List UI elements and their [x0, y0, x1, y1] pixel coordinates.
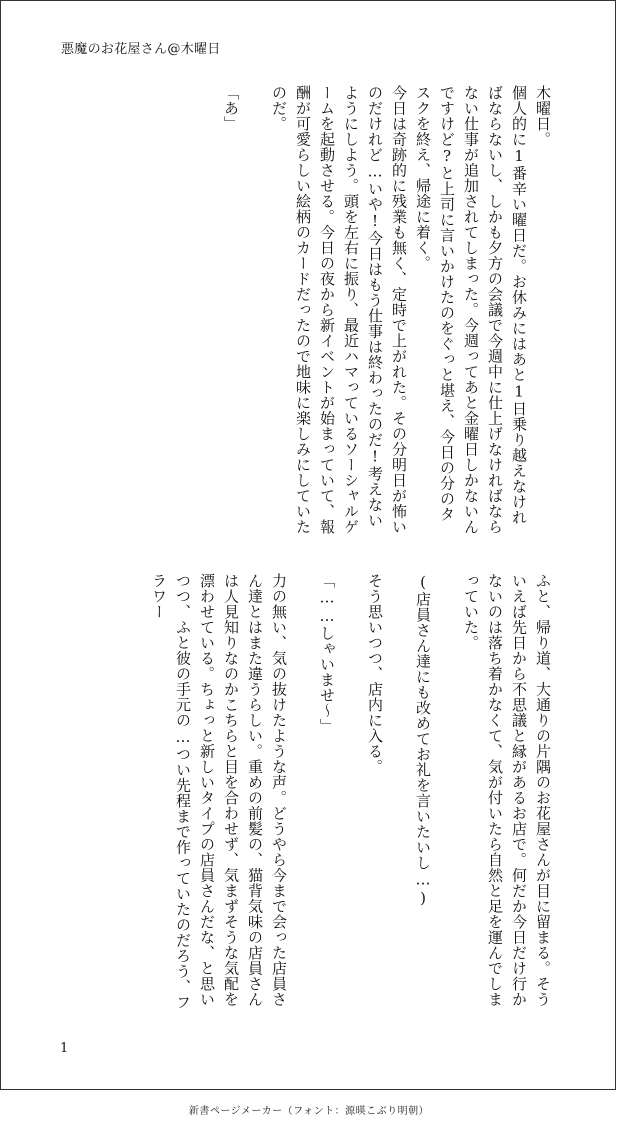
lower-text-block: ふと、帰り道、大通りの片隅のお花屋さんが目に留まる。そういえば先日から不思議と縁があるお店で。何だか今日だけ行かないのは落ち着かなくて、気が付いたら自然と足を運んでしまっていた。 (店員さん達にも改めてお礼を言いたいし…) そう思いつつ、店内に入る。 「……しゃいませ〜」 力の無い、気の抜けたような声。どうやら今まで会った店員さん達とはまた違うらしい。重めの前髪の、猫背気味の店員さんは人見知りなのかこちらと目を合わせず、気まずそうな気配を漂わせている。ちょっと新しいタイプの店員さんだな、と思いつつ、ふと彼の手元の…つい先程まで作っていたのだろう、フラワー [150, 573, 552, 1010]
page-number: 1 [60, 1041, 69, 1056]
footer-credit: 新書ページメーカー（フォント：源暎こぶり明朝） [188, 1106, 430, 1117]
upper-text-block: 木曜日。 個人的に1番辛い曜日だ。お休みにはあと1日乗り越えなければならないし、しかも夕方の会議で今週中に仕上げなければならない仕事が追加されてしまった。今週ってあと金曜日しかないんですけど?と上司に言いかけたのをぐっと堪え、今日の分のタスクを終え、帰途に着く。 今日は奇跡的に残業も無く、定時で上がれた。その分明日が怖いのだけれど…いや!今日はもう仕事は終わったのだ!考えないようにしよう。頭を左右に振り、最近ハマっているソーシャルゲームを起動させる。今日の夜から新イベントが始まっていて、報酬が可愛らしい絵柄のカードだったので地味に楽しみにしていたのだ。 「あ」 [222, 85, 552, 535]
page-title: 悪魔のお花屋さん@木曜日 [61, 42, 221, 57]
